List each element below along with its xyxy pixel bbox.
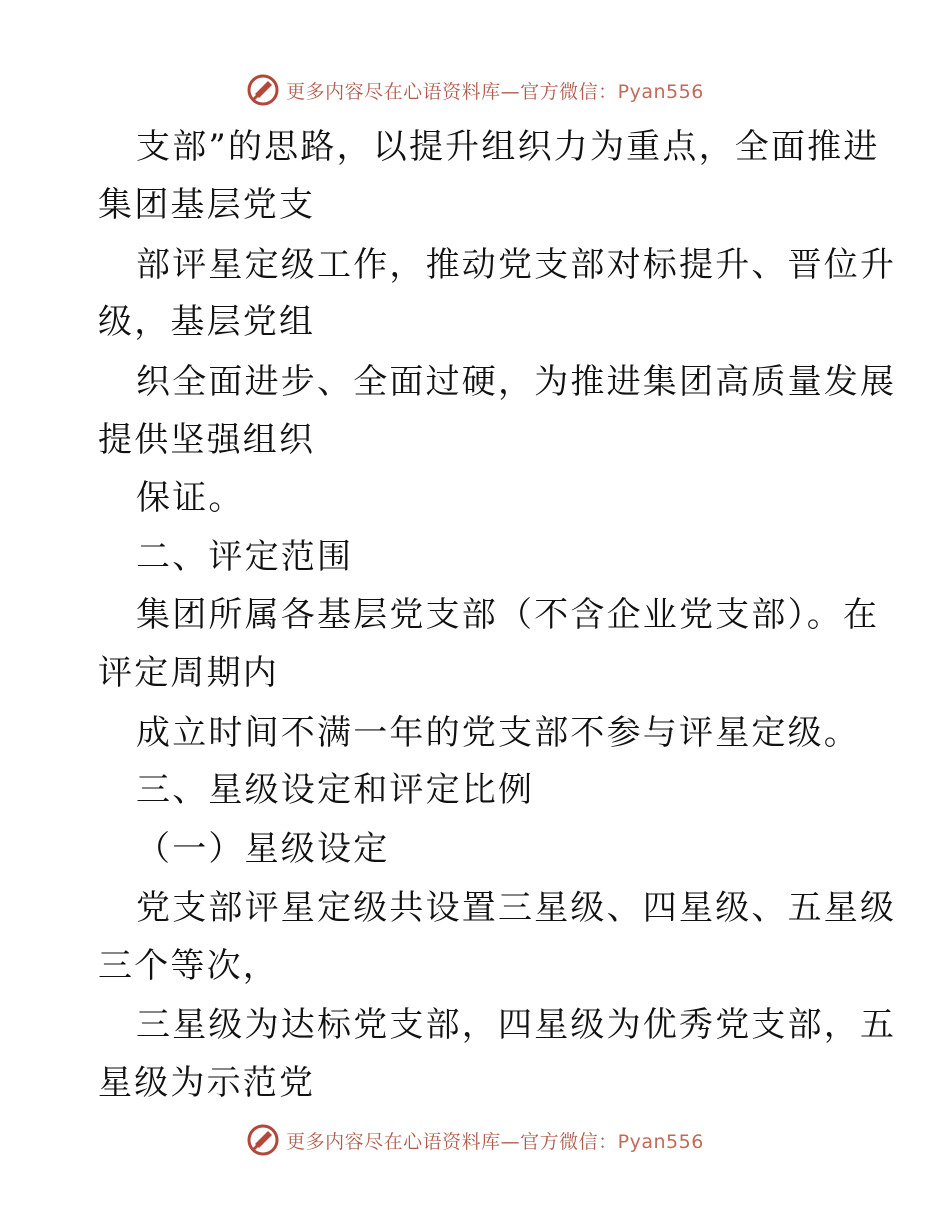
- body-line: 集团所属各基层党支部（不含企业党支部）。在: [136, 595, 880, 635]
- body-line: 星级为示范党: [98, 1063, 316, 1103]
- body-line: 三个等次，: [98, 946, 279, 986]
- body-line: 评定周期内: [98, 653, 279, 693]
- watermark-banner-top: [0, 70, 950, 110]
- body-line: 部评星定级工作，推动党支部对标提升、晋位升: [136, 245, 897, 285]
- body-line: 级，基层党组: [98, 302, 316, 342]
- watermark-text: 更多内容尽在心语资料库—官方微信：Pyan556: [286, 80, 704, 103]
- section-heading: 三、星级设定和评定比例: [136, 770, 535, 810]
- body-line: 保证。: [136, 478, 245, 518]
- body-line: 三星级为达标党支部，四星级为优秀党支部，五: [136, 1005, 897, 1045]
- body-line: 党支部评星定级共设置三星级、四星级、五星级: [136, 888, 897, 928]
- body-line: 集团基层党支: [98, 185, 316, 225]
- watermark-text: 更多内容尽在心语资料库—官方微信：Pyan556: [286, 1130, 704, 1153]
- body-line: 成立时间不满一年的党支部不参与评星定级。: [136, 713, 860, 753]
- watermark-banner-bottom: [0, 1120, 950, 1160]
- body-line: 支部”的思路，以提升组织力为重点，全面推进: [136, 127, 880, 167]
- wechat-id: Pyan556: [617, 1130, 704, 1153]
- body-line: 提供坚强组织: [98, 420, 316, 460]
- library-logo-icon: [246, 73, 280, 107]
- section-heading: 二、评定范围: [136, 537, 354, 577]
- subsection-heading: （一）星级设定: [136, 829, 390, 869]
- library-logo-icon: [246, 1123, 280, 1157]
- body-line: 织全面进步、全面过硬，为推进集团高质量发展: [136, 362, 897, 402]
- wechat-id: Pyan556: [617, 80, 704, 103]
